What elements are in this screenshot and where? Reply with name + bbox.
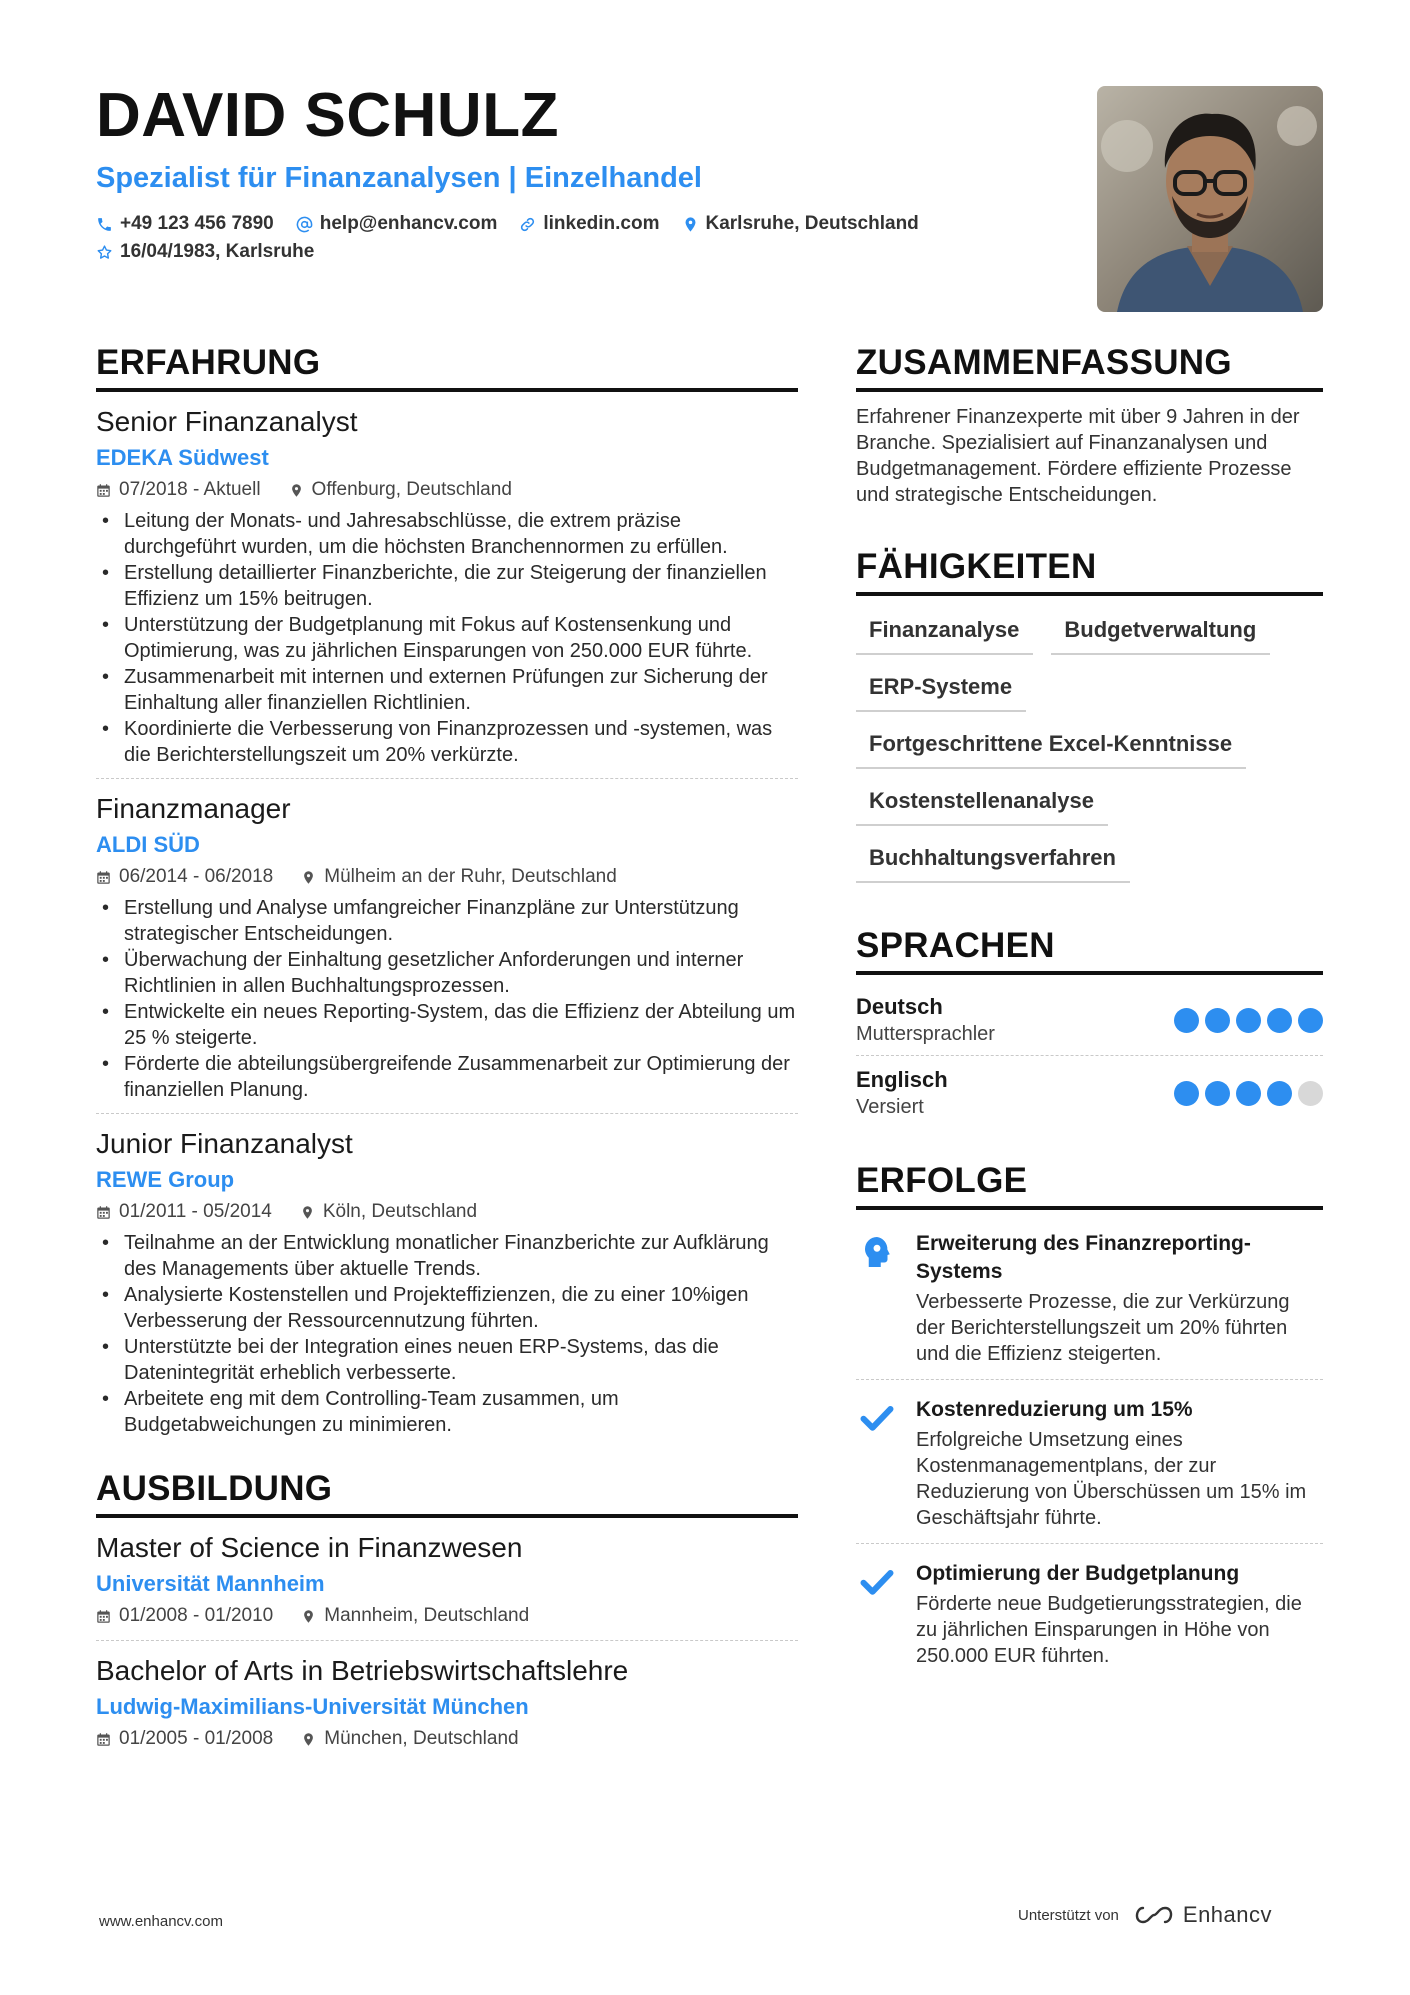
education-section-title: AUSBILDUNG	[96, 1466, 798, 1518]
job-bullet: • Teilnahme an der Entwicklung monatlicher Finanzberichte zur Aufklärung des Managements über aktuelle Trends.	[96, 1230, 798, 1282]
job-dates: 06/2014 - 06/2018	[119, 866, 274, 887]
skill-tag: Kostenstellenanalyse	[856, 779, 1108, 826]
company-name: EDEKA Südwest	[96, 445, 269, 470]
summary-text: Erfahrener Finanzexperte mit über 9 Jahren in der Branche. Spezialisiert auf Finanzanalysen und Budgetmanagement. Fördere effiziente Prozesse und strategische Entscheidungen.	[856, 406, 1300, 506]
rating-dot	[1205, 1081, 1230, 1106]
rating-dot	[1236, 1081, 1261, 1106]
infinity-logo-icon	[1131, 1903, 1177, 1927]
education-dates: 01/2008 - 01/2010	[119, 1605, 274, 1626]
experience-item	[96, 404, 798, 779]
rating-dot	[1267, 1008, 1292, 1033]
profile-photo	[1097, 86, 1323, 312]
job-bullets	[96, 508, 798, 768]
skill-tag: Fortgeschrittene Excel-Kenntnisse	[856, 722, 1246, 769]
location-pin-icon	[301, 1732, 316, 1747]
job-location: Offenburg, Deutschland	[311, 479, 512, 500]
calendar-icon	[96, 483, 111, 498]
job-title: Finanzmanager	[96, 793, 291, 824]
location-pin-icon	[301, 1609, 316, 1624]
language-level: Versiert	[856, 1096, 924, 1118]
location-pin-icon	[300, 1205, 315, 1220]
achievement-title: Erweiterung des Finanzreporting-Systems	[916, 1232, 1251, 1283]
education-location: Mannheim, Deutschland	[324, 1605, 530, 1626]
job-title: Junior Finanzanalyst	[96, 1128, 353, 1159]
school-name: Universität Mannheim	[96, 1571, 325, 1596]
achievement-item	[856, 1222, 1323, 1380]
calendar-icon	[96, 1732, 111, 1747]
skill-tag: ERP-Systeme	[856, 665, 1026, 712]
achievement-item	[856, 1388, 1323, 1544]
rating-dot	[1205, 1008, 1230, 1033]
achievement-title: Kostenreduzierung um 15%	[916, 1398, 1193, 1421]
star-icon	[96, 244, 113, 261]
company-name: ALDI SÜD	[96, 832, 200, 857]
job-bullets	[96, 1230, 798, 1438]
location-pin-icon	[301, 870, 316, 885]
job-bullet: • Koordinierte die Verbesserung von Finanzprozessen und -systemen, was die Berichterstellungszeit um 20% verkürzte.	[96, 716, 798, 768]
calendar-icon	[96, 1609, 111, 1624]
powered-by-label: Unterstützt von	[1018, 1906, 1119, 1924]
job-title: Senior Finanzanalyst	[96, 406, 358, 437]
contact-birth	[96, 238, 314, 266]
job-location: Mülheim an der Ruhr, Deutschland	[324, 866, 617, 887]
email-text: help@enhancv.com	[319, 213, 498, 234]
right-column	[856, 340, 1323, 1689]
job-bullets	[96, 895, 798, 1103]
job-bullet: • Überwachung der Einhaltung gesetzlicher Anforderungen und interner Richtlinien in allen Buchhaltungsprozessen.	[96, 947, 798, 999]
location-text: Karlsruhe, Deutschland	[705, 213, 919, 234]
achievement-description: Erfolgreiche Umsetzung eines Kostenmanagementplans, der zur Reduzierung von Überschüssen um 15% im Geschäftsjahr führte.	[916, 1429, 1307, 1529]
language-name: Deutsch	[856, 994, 943, 1019]
job-bullet: • Unterstützung der Budgetplanung mit Fokus auf Kostensenkung und Optimierung, was zu jährlichen Einsparungen von 250.000 EUR führte.	[96, 612, 798, 664]
degree-title: Bachelor of Arts in Betriebswirtschaftslehre	[96, 1655, 629, 1686]
summary-section-title: ZUSAMMENFASSUNG	[856, 340, 1323, 392]
achievement-item	[856, 1552, 1323, 1681]
experience-list	[96, 404, 798, 1448]
job-bullet: • Förderte die abteilungsübergreifende Zusammenarbeit zur Optimierung der finanziellen Planung.	[96, 1051, 798, 1103]
experience-section-title: ERFAHRUNG	[96, 340, 798, 392]
job-bullet: • Leitung der Monats- und Jahresabschlüsse, die extrem präzise durchgeführt wurden, um die höchsten Branchennormen zu erfüllen.	[96, 508, 798, 560]
resume-header	[96, 78, 1056, 266]
degree-title: Master of Science in Finanzwesen	[96, 1532, 523, 1563]
job-dates: 07/2018 - Aktuell	[119, 479, 261, 500]
language-rating	[1174, 1081, 1323, 1106]
rating-dot	[1236, 1008, 1261, 1033]
achievement-title: Optimierung der Budgetplanung	[916, 1562, 1240, 1585]
rating-dot	[1174, 1081, 1199, 1106]
left-column	[96, 340, 798, 1775]
phone-text: +49 123 456 7890	[120, 213, 274, 234]
location-pin-icon	[682, 216, 699, 233]
footer-powered-by	[1018, 1902, 1272, 1928]
contact-linkedin[interactable]	[519, 210, 659, 238]
skill-tag: Finanzanalyse	[856, 608, 1033, 655]
language-item	[856, 1060, 1323, 1128]
candidate-name: DAVID SCHULZ	[96, 81, 559, 150]
job-bullet: • Unterstützte bei der Integration eines neuen ERP-Systems, das die Datenintegrität erheblich verbesserte.	[96, 1334, 798, 1386]
skills-section-title: FÄHIGKEITEN	[856, 544, 1323, 596]
phone-icon	[96, 216, 113, 233]
achievement-description: Förderte neue Budgetierungsstrategien, die zu jährlichen Einsparungen in Höhe von 250.000 EUR führten.	[916, 1593, 1302, 1667]
experience-item	[96, 1126, 798, 1448]
education-dates: 01/2005 - 01/2008	[119, 1728, 274, 1749]
job-meta	[96, 476, 798, 504]
location-pin-icon	[289, 483, 304, 498]
checkmark-icon	[859, 1400, 895, 1436]
job-bullet: • Erstellung und Analyse umfangreicher Finanzpläne zur Unterstützung strategischer Entscheidungen.	[96, 895, 798, 947]
skill-tag: Budgetverwaltung	[1051, 608, 1270, 655]
checkmark-icon	[859, 1564, 895, 1600]
link-icon	[519, 216, 536, 233]
birth-text: 16/04/1983, Karlsruhe	[120, 241, 315, 262]
achievement-description: Verbesserte Prozesse, die zur Verkürzung der Berichterstellungszeit um 20% führten und die Effizienz steigerten.	[916, 1291, 1290, 1365]
language-rating	[1174, 1008, 1323, 1033]
contact-phone[interactable]	[96, 210, 274, 238]
language-level: Muttersprachler	[856, 1023, 995, 1045]
job-bullet: • Analysierte Kostenstellen und Projekteffizienzen, die zu einer 10%igen Verbesserung der Ressourcennutzung führten.	[96, 1282, 798, 1334]
candidate-role: Spezialist für Finanzanalysen | Einzelhandel	[96, 162, 702, 194]
achievements-section-title: ERFOLGE	[856, 1158, 1323, 1210]
job-bullet: • Entwickelte ein neues Reporting-System, das die Effizienz der Abteilung um 25 % steigerte.	[96, 999, 798, 1051]
contact-email[interactable]	[296, 210, 498, 238]
education-item	[96, 1530, 798, 1641]
rating-dot	[1298, 1008, 1323, 1033]
job-meta	[96, 863, 798, 891]
language-name: Englisch	[856, 1067, 948, 1092]
company-name: REWE Group	[96, 1167, 235, 1192]
calendar-icon	[96, 870, 111, 885]
contact-location	[682, 210, 919, 238]
education-meta	[96, 1602, 798, 1630]
job-bullet: • Arbeitete eng mit dem Controlling-Team zusammen, um Budgetabweichungen zu minimieren.	[96, 1386, 798, 1438]
experience-item	[96, 791, 798, 1114]
education-meta	[96, 1725, 798, 1753]
brand-name: Enhancv	[1182, 1902, 1273, 1927]
contact-info	[96, 210, 1056, 266]
job-bullet: • Erstellung detaillierter Finanzberichte, die zur Steigerung der finanziellen Effizienz um 15% beitrugen.	[96, 560, 798, 612]
rating-dot	[1174, 1008, 1199, 1033]
footer-website[interactable]: www.enhancv.com	[99, 1913, 223, 1930]
education-location: München, Deutschland	[324, 1728, 519, 1749]
skills-list	[856, 608, 1323, 883]
linkedin-text: linkedin.com	[543, 213, 660, 234]
job-location: Köln, Deutschland	[322, 1201, 478, 1222]
job-dates: 01/2011 - 05/2014	[119, 1201, 272, 1222]
school-name: Ludwig-Maximilians-Universität München	[96, 1694, 529, 1719]
enhancv-logo[interactable]	[1131, 1902, 1272, 1928]
rating-dot	[1267, 1081, 1292, 1106]
job-bullet: • Zusammenarbeit mit internen und externen Prüfungen zur Sicherung der Einhaltung aller finanziellen Richtlinien.	[96, 664, 798, 716]
at-icon	[296, 216, 313, 233]
skill-tag: Buchhaltungsverfahren	[856, 836, 1130, 883]
job-meta	[96, 1198, 798, 1226]
education-item	[96, 1653, 798, 1763]
language-item	[856, 987, 1323, 1056]
head-gear-icon	[859, 1234, 895, 1270]
rating-dot	[1298, 1081, 1323, 1106]
calendar-icon	[96, 1205, 111, 1220]
languages-section-title: SPRACHEN	[856, 923, 1323, 975]
